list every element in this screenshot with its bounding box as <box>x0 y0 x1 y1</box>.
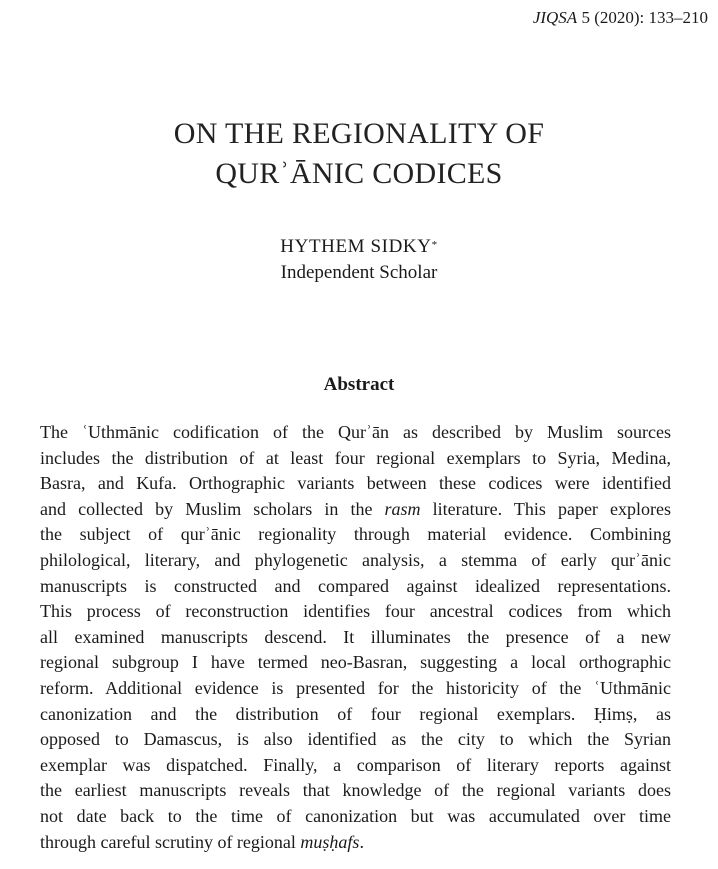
abstract-line <box>40 497 671 523</box>
abstract-text: the earliest manuscripts reveals that knowledge of the regional variants does <box>40 780 671 801</box>
author-affiliation: Independent Scholar <box>280 262 438 283</box>
abstract-line <box>40 676 671 702</box>
running-head <box>533 7 708 29</box>
author-name: HYTHEM SIDKY <box>280 236 432 257</box>
abstract-line <box>40 804 671 830</box>
abstract-text: philological, literary, and phylogenetic analysis, a stemma of early qurʾānic <box>40 549 671 570</box>
abstract-heading: Abstract <box>323 374 395 395</box>
abstract-line <box>40 446 671 472</box>
abstract-text: opposed to Damascus, is also identified as the city to which the Syrian <box>40 729 671 750</box>
title-line-2: QURʾĀNIC CODICES <box>215 157 503 190</box>
abstract-text: . <box>359 831 364 852</box>
abstract-text: the subject of qurʾānic regionality through material evidence. Combining <box>40 524 671 545</box>
abstract-line <box>40 420 671 446</box>
author-footnote-mark: * <box>431 239 438 251</box>
abstract-text: This process of reconstruction identifies four ancestral codices from which <box>40 601 671 622</box>
abstract-line <box>40 727 671 753</box>
abstract-text: regional subgroup I have termed neo-Basran, suggesting a local orthographic <box>40 652 671 673</box>
journal-citation: 5 (2020): 133–210 <box>577 8 708 27</box>
abstract-text: Basra, and Kufa. Orthographic variants between these codices were identified <box>40 473 671 494</box>
abstract-line <box>40 522 671 548</box>
abstract-line <box>40 625 671 651</box>
abstract-line <box>40 753 671 779</box>
abstract-line <box>40 778 671 804</box>
abstract-line <box>40 599 671 625</box>
abstract-line <box>40 650 671 676</box>
abstract-line <box>40 830 671 856</box>
abstract-text: canonization and the distribution of four regional exemplars. Ḥimṣ, as <box>40 703 671 724</box>
paper-title <box>0 114 718 194</box>
abstract-text: The ʿUthmānic codification of the Qurʾān as described by Muslim sources <box>40 422 671 442</box>
author-name-line <box>0 234 718 260</box>
abstract-text: literature. This paper explores <box>420 498 671 519</box>
abstract-text: not date back to the time of canonization but was accumulated over time <box>40 805 671 826</box>
abstract-text: includes the distribution of at least four regional exemplars to Syria, Medina, <box>40 447 671 468</box>
author-block <box>0 234 718 286</box>
abstract-text: all examined manuscripts descend. It illuminates the presence of a new <box>40 626 671 647</box>
abstract-italic-term: rasm <box>384 498 421 519</box>
abstract-line <box>40 471 671 497</box>
abstract-text: reform. Additional evidence is presented for the historicity of the ʿUthmānic <box>40 677 671 698</box>
abstract-text: through careful scrutiny of regional <box>40 831 301 852</box>
abstract-text: manuscripts is constructed and compared against idealized representations. <box>40 575 671 596</box>
abstract-line <box>40 702 671 728</box>
abstract-italic-term: muṣḥafs <box>300 831 360 852</box>
abstract-body <box>40 420 671 855</box>
abstract-line <box>40 548 671 574</box>
journal-abbreviation: JIQSA <box>532 8 578 27</box>
abstract-text: and collected by Muslim scholars in the <box>40 498 385 519</box>
abstract-line <box>40 574 671 600</box>
abstract-text: exemplar was dispatched. Finally, a comparison of literary reports against <box>40 754 671 775</box>
title-line-1: ON THE REGIONALITY OF <box>173 117 545 150</box>
